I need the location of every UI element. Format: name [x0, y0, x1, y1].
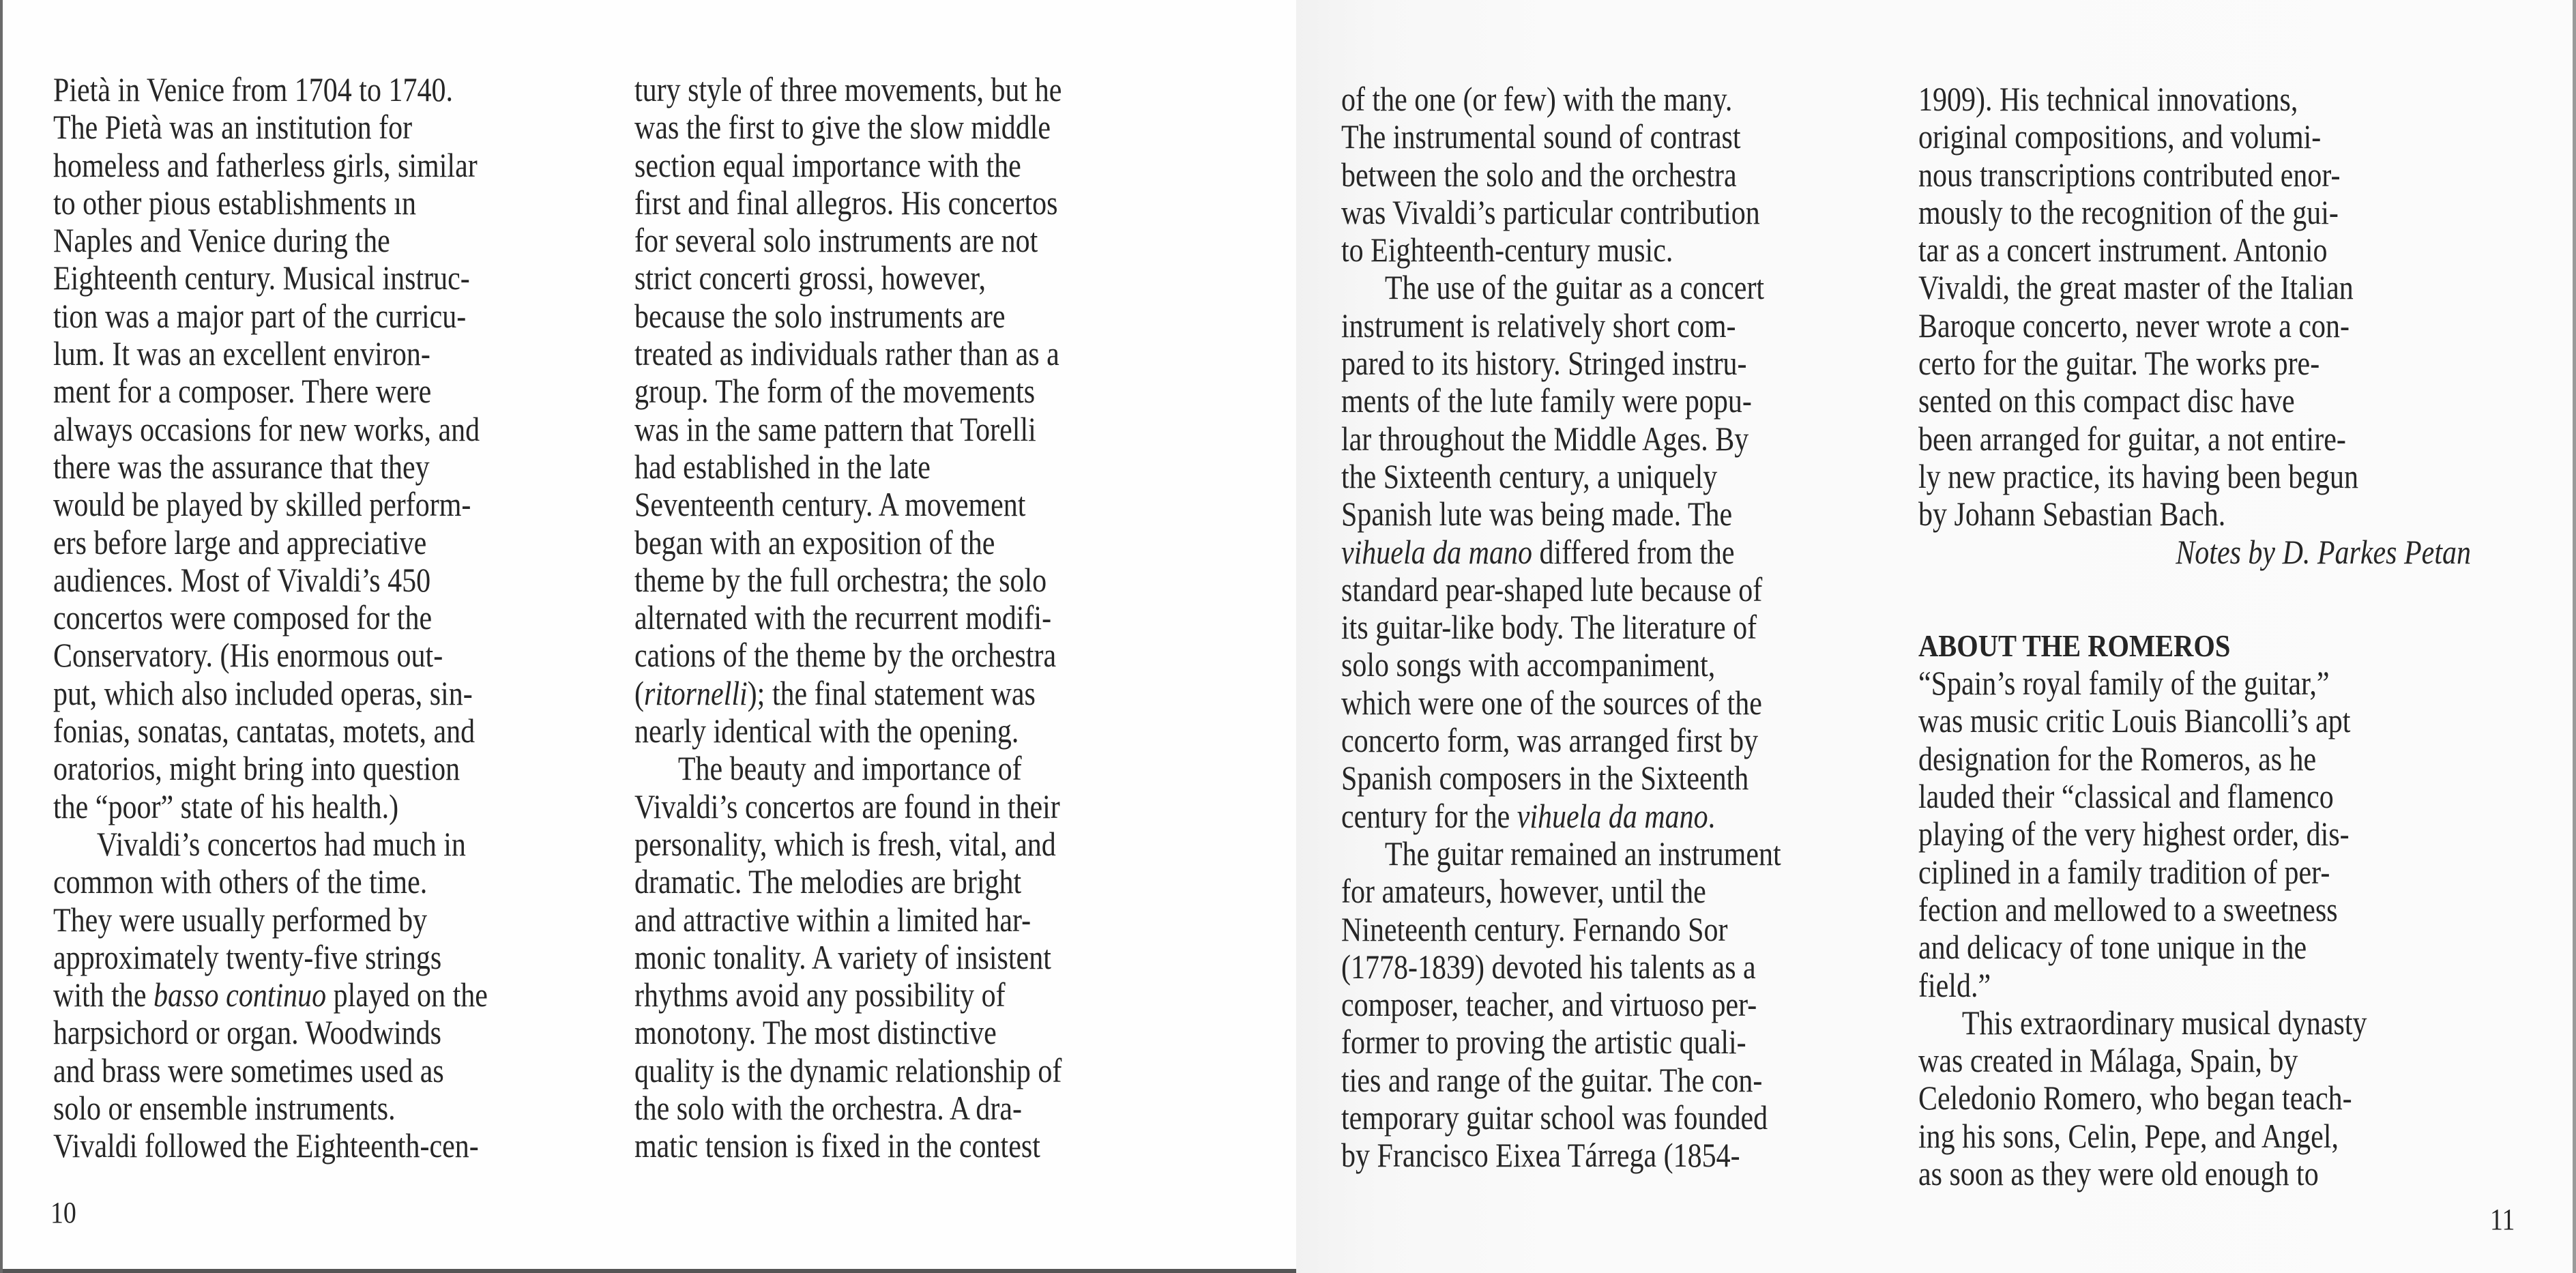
text-line: (1778-1839) devoted his talents as a	[1341, 947, 1756, 986]
text-line: monic tonality. A variety of insistent	[634, 937, 1051, 976]
text-line: to Eighteenth-century music.	[1341, 231, 1673, 269]
text-line: Seventeenth century. A movement	[634, 485, 1026, 524]
text-line: solo songs with accompaniment,	[1341, 645, 1716, 684]
text-line: between the solo and the orchestra	[1341, 155, 1737, 194]
text-line: as soon as they were old enough to	[1918, 1154, 2319, 1193]
text-line: by Francisco Eixea Tárrega (1854-	[1341, 1136, 1740, 1175]
page-10-column-2	[634, 71, 1248, 1165]
text-line: its guitar-like body. The literature of	[1341, 608, 1757, 647]
text-run: ); the final statement was	[747, 673, 1036, 712]
text-line: ment for a composer. There were	[53, 372, 432, 411]
text-line: treated as individuals rather than as a	[634, 334, 1059, 373]
text-line: Conservatory. (His enormous out-	[53, 636, 443, 675]
text-line: and delicacy of tone unique in the	[1918, 928, 2307, 967]
text-line: ties and range of the guitar. The con-	[1341, 1060, 1763, 1099]
text-line: Vivaldi followed the Eighteenth-cen-	[53, 1126, 479, 1165]
text-line: dramatic. The melodies are bright	[634, 862, 1022, 901]
italic-text-run: vihuela da mano	[1517, 796, 1708, 835]
text-run: (	[634, 673, 644, 712]
text-line: Celedonio Romero, who began teach-	[1918, 1079, 2352, 1117]
text-line: “Spain’s royal family of the guitar,”	[1918, 664, 2330, 703]
text-line: had established in the late	[634, 447, 931, 486]
text-line: ments of the lute family were popu-	[1341, 381, 1752, 420]
text-line: Spanish lute was being made. The	[1341, 495, 1733, 533]
text-line: instrument is relatively short com-	[1341, 306, 1736, 345]
text-line: designation for the Romeros, as he	[1918, 739, 2317, 778]
text-line: cations of the theme by the orchestra	[634, 636, 1057, 675]
text-line: approximately twenty-five strings	[53, 937, 442, 976]
text-line: This extraordinary musical dynasty	[1961, 1003, 2367, 1042]
italic-text-run: ritornelli	[643, 673, 748, 712]
text-line: 1909). His technical innovations,	[1918, 80, 2298, 118]
page-11-column-1	[1341, 81, 1955, 1175]
text-line: The beauty and importance of	[677, 749, 1022, 788]
text-line: the Sixteenth century, a uniquely	[1341, 456, 1718, 495]
text-line: They were usually performed by	[53, 900, 428, 939]
text-line: certo for the guitar. The works pre-	[1918, 344, 2320, 383]
text-line: because the solo instruments are	[634, 296, 1006, 335]
text-line: common with others of the time.	[53, 862, 428, 901]
text-line: former to proving the artistic quali-	[1341, 1023, 1746, 1062]
text-line: lauded their “classical and flamenco	[1918, 777, 2334, 816]
text-line: tury style of three movements, but he	[634, 70, 1062, 108]
text-line: by Johann Sebastian Bach.	[1918, 495, 2226, 533]
text-line: composer, teacher, and virtuoso per-	[1341, 985, 1757, 1024]
text-line: Vivaldi, the great master of the Italian	[1918, 268, 2354, 307]
page-10-column-1	[53, 71, 667, 1165]
text-line: and attractive within a limited har-	[634, 900, 1031, 939]
text-line: sented on this compact disc have	[1918, 381, 2295, 420]
page-number-11: 11	[2490, 1203, 2515, 1236]
text-line: homeless and fatherless girls, similar	[53, 145, 478, 184]
text-line: was created in Málaga, Spain, by	[1918, 1041, 2298, 1080]
text-line: was Vivaldi’s particular contribution	[1341, 192, 1760, 231]
text-line: ly new practice, its having been begun	[1918, 456, 2358, 495]
text-line: ers before large and appreciative	[53, 523, 427, 561]
text-line: which were one of the sources of the	[1341, 683, 1762, 722]
text-line: for amateurs, however, until the	[1341, 872, 1706, 911]
text-line: Baroque concerto, never wrote a con-	[1918, 306, 2350, 345]
text-line: ing his sons, Celin, Pepe, and Angel,	[1918, 1116, 2339, 1155]
text-line: The guitar remained an instrument	[1384, 834, 1781, 873]
text-line: Vivaldi’s concertos had much in	[96, 824, 466, 863]
text-line: strict concerti grossi, however,	[634, 259, 986, 297]
italic-text-run: basso continuo	[153, 976, 327, 1014]
text-line: and brass were sometimes used as	[53, 1051, 444, 1089]
text-run: century for the	[1341, 796, 1517, 835]
text-line: tion was a major part of the curricu-	[53, 296, 467, 335]
attribution	[2007, 533, 2471, 571]
text-line: The instrumental sound of contrast	[1341, 117, 1741, 156]
text-line: group. The form of the movements	[634, 372, 1036, 411]
text-line: Spanish composers in the Sixteenth	[1341, 759, 1749, 798]
text-line: Nineteenth century. Fernando Sor	[1341, 909, 1728, 948]
text-line: Naples and Venice during the	[53, 221, 390, 260]
text-line: alternated with the recurrent modifi-	[634, 598, 1052, 637]
text-line: of the one (or few) with the many.	[1341, 80, 1733, 118]
text-line: for several solo instruments are not	[634, 221, 1038, 260]
text-line: nearly identical with the opening.	[634, 712, 1019, 750]
text-run: with the	[53, 976, 153, 1014]
text-line: the solo with the orchestra. A dra-	[634, 1089, 1023, 1128]
text-line: Eighteenth century. Musical instruc-	[53, 259, 470, 297]
text-line: section equal importance with the	[634, 145, 1021, 184]
text-line: temporary guitar school was founded	[1341, 1098, 1768, 1137]
text-line: was in the same pattern that Torelli	[634, 409, 1036, 448]
text-line: was the first to give the slow middle	[634, 108, 1051, 147]
section-heading: ABOUT THE ROMEROS	[1918, 628, 2231, 663]
text-line: always occasions for new works, and	[53, 409, 480, 448]
page-11-column-2	[1918, 81, 2512, 1192]
text-line: put, which also included operas, sin-	[53, 673, 473, 712]
text-line: the “poor” state of his health.)	[53, 787, 399, 825]
text-line: original compositions, and volumi-	[1918, 117, 2322, 156]
text-line: Vivaldi’s concertos are found in their	[634, 787, 1060, 825]
text-line: been arranged for guitar, a not entire-	[1918, 419, 2346, 458]
section-gap	[1918, 571, 2417, 627]
text-line: The Pietà was an institution for	[53, 108, 413, 147]
text-line	[1341, 798, 1857, 835]
text-line	[53, 976, 569, 1014]
text-line: pared to its history. Stringed instru-	[1341, 344, 1747, 383]
text-line: fection and mellowed to a sweetness	[1918, 890, 2338, 928]
text-line: oratorios, might bring into question	[53, 749, 460, 788]
text-line: standard pear-shaped lute because of	[1341, 570, 1763, 609]
text-line: monotony. The most distinctive	[634, 1013, 997, 1052]
text-line: field.”	[1918, 965, 1991, 1004]
text-line: rhythms avoid any possibility of	[634, 976, 1006, 1014]
text-line: mously to the recognition of the gui-	[1918, 192, 2339, 231]
about-romeros-text	[1918, 664, 2512, 1192]
text-line: was music critic Louis Biancolli’s apt	[1918, 701, 2351, 740]
text-line: solo or ensemble instruments.	[53, 1089, 396, 1128]
text-line: to other pious establishments ın	[53, 183, 416, 222]
page-11	[1296, 0, 2576, 1273]
text-line: playing of the very highest order, dis-	[1918, 815, 2350, 853]
text-line: there was the assurance that they	[53, 447, 430, 486]
text-line: concerto form, was arranged first by	[1341, 721, 1759, 760]
page-number-10: 10	[50, 1196, 76, 1229]
text-line	[1341, 533, 1857, 571]
text-line: lum. It was an excellent environ-	[53, 334, 430, 373]
text-run: differed from the	[1532, 532, 1735, 571]
text-line: personality, which is fresh, vital, and	[634, 824, 1056, 863]
text-run: played on the	[326, 976, 488, 1014]
page-bottom-edge	[3, 1269, 1299, 1273]
text-line: concertos were composed for the	[53, 598, 433, 637]
text-line: first and final allegros. His concertos	[634, 183, 1058, 222]
text-line: would be played by skilled perform-	[53, 485, 471, 524]
text-line	[634, 675, 1150, 712]
text-line: audiences. Most of Vivaldi’s 450	[53, 560, 431, 599]
text-line: fonias, sonatas, cantatas, motets, and	[53, 712, 475, 750]
text-line: quality is the dynamic relationship of	[634, 1051, 1062, 1089]
attribution-text: Notes by D. Parkes Petan	[2176, 532, 2471, 571]
text-line: nous transcriptions contributed enor-	[1918, 155, 2341, 194]
text-run: .	[1708, 796, 1716, 835]
italic-text-run: vihuela da mano	[1341, 532, 1532, 571]
text-line: harpsichord or organ. Woodwinds	[53, 1013, 441, 1052]
text-line: Pietà in Venice from 1704 to 1740.	[53, 70, 453, 108]
text-line: matic tension is fixed in the contest	[634, 1126, 1040, 1165]
text-line: began with an exposition of the	[634, 523, 995, 561]
text-line: ciplined in a family tradition of per-	[1918, 852, 2330, 891]
text-line: The use of the guitar as a concert	[1384, 268, 1765, 307]
text-line: lar throughout the Middle Ages. By	[1341, 419, 1749, 458]
notes-text	[1918, 81, 2512, 533]
text-line: theme by the full orchestra; the solo	[634, 560, 1047, 599]
text-line: tar as a concert instrument. Antonio	[1918, 231, 2328, 269]
